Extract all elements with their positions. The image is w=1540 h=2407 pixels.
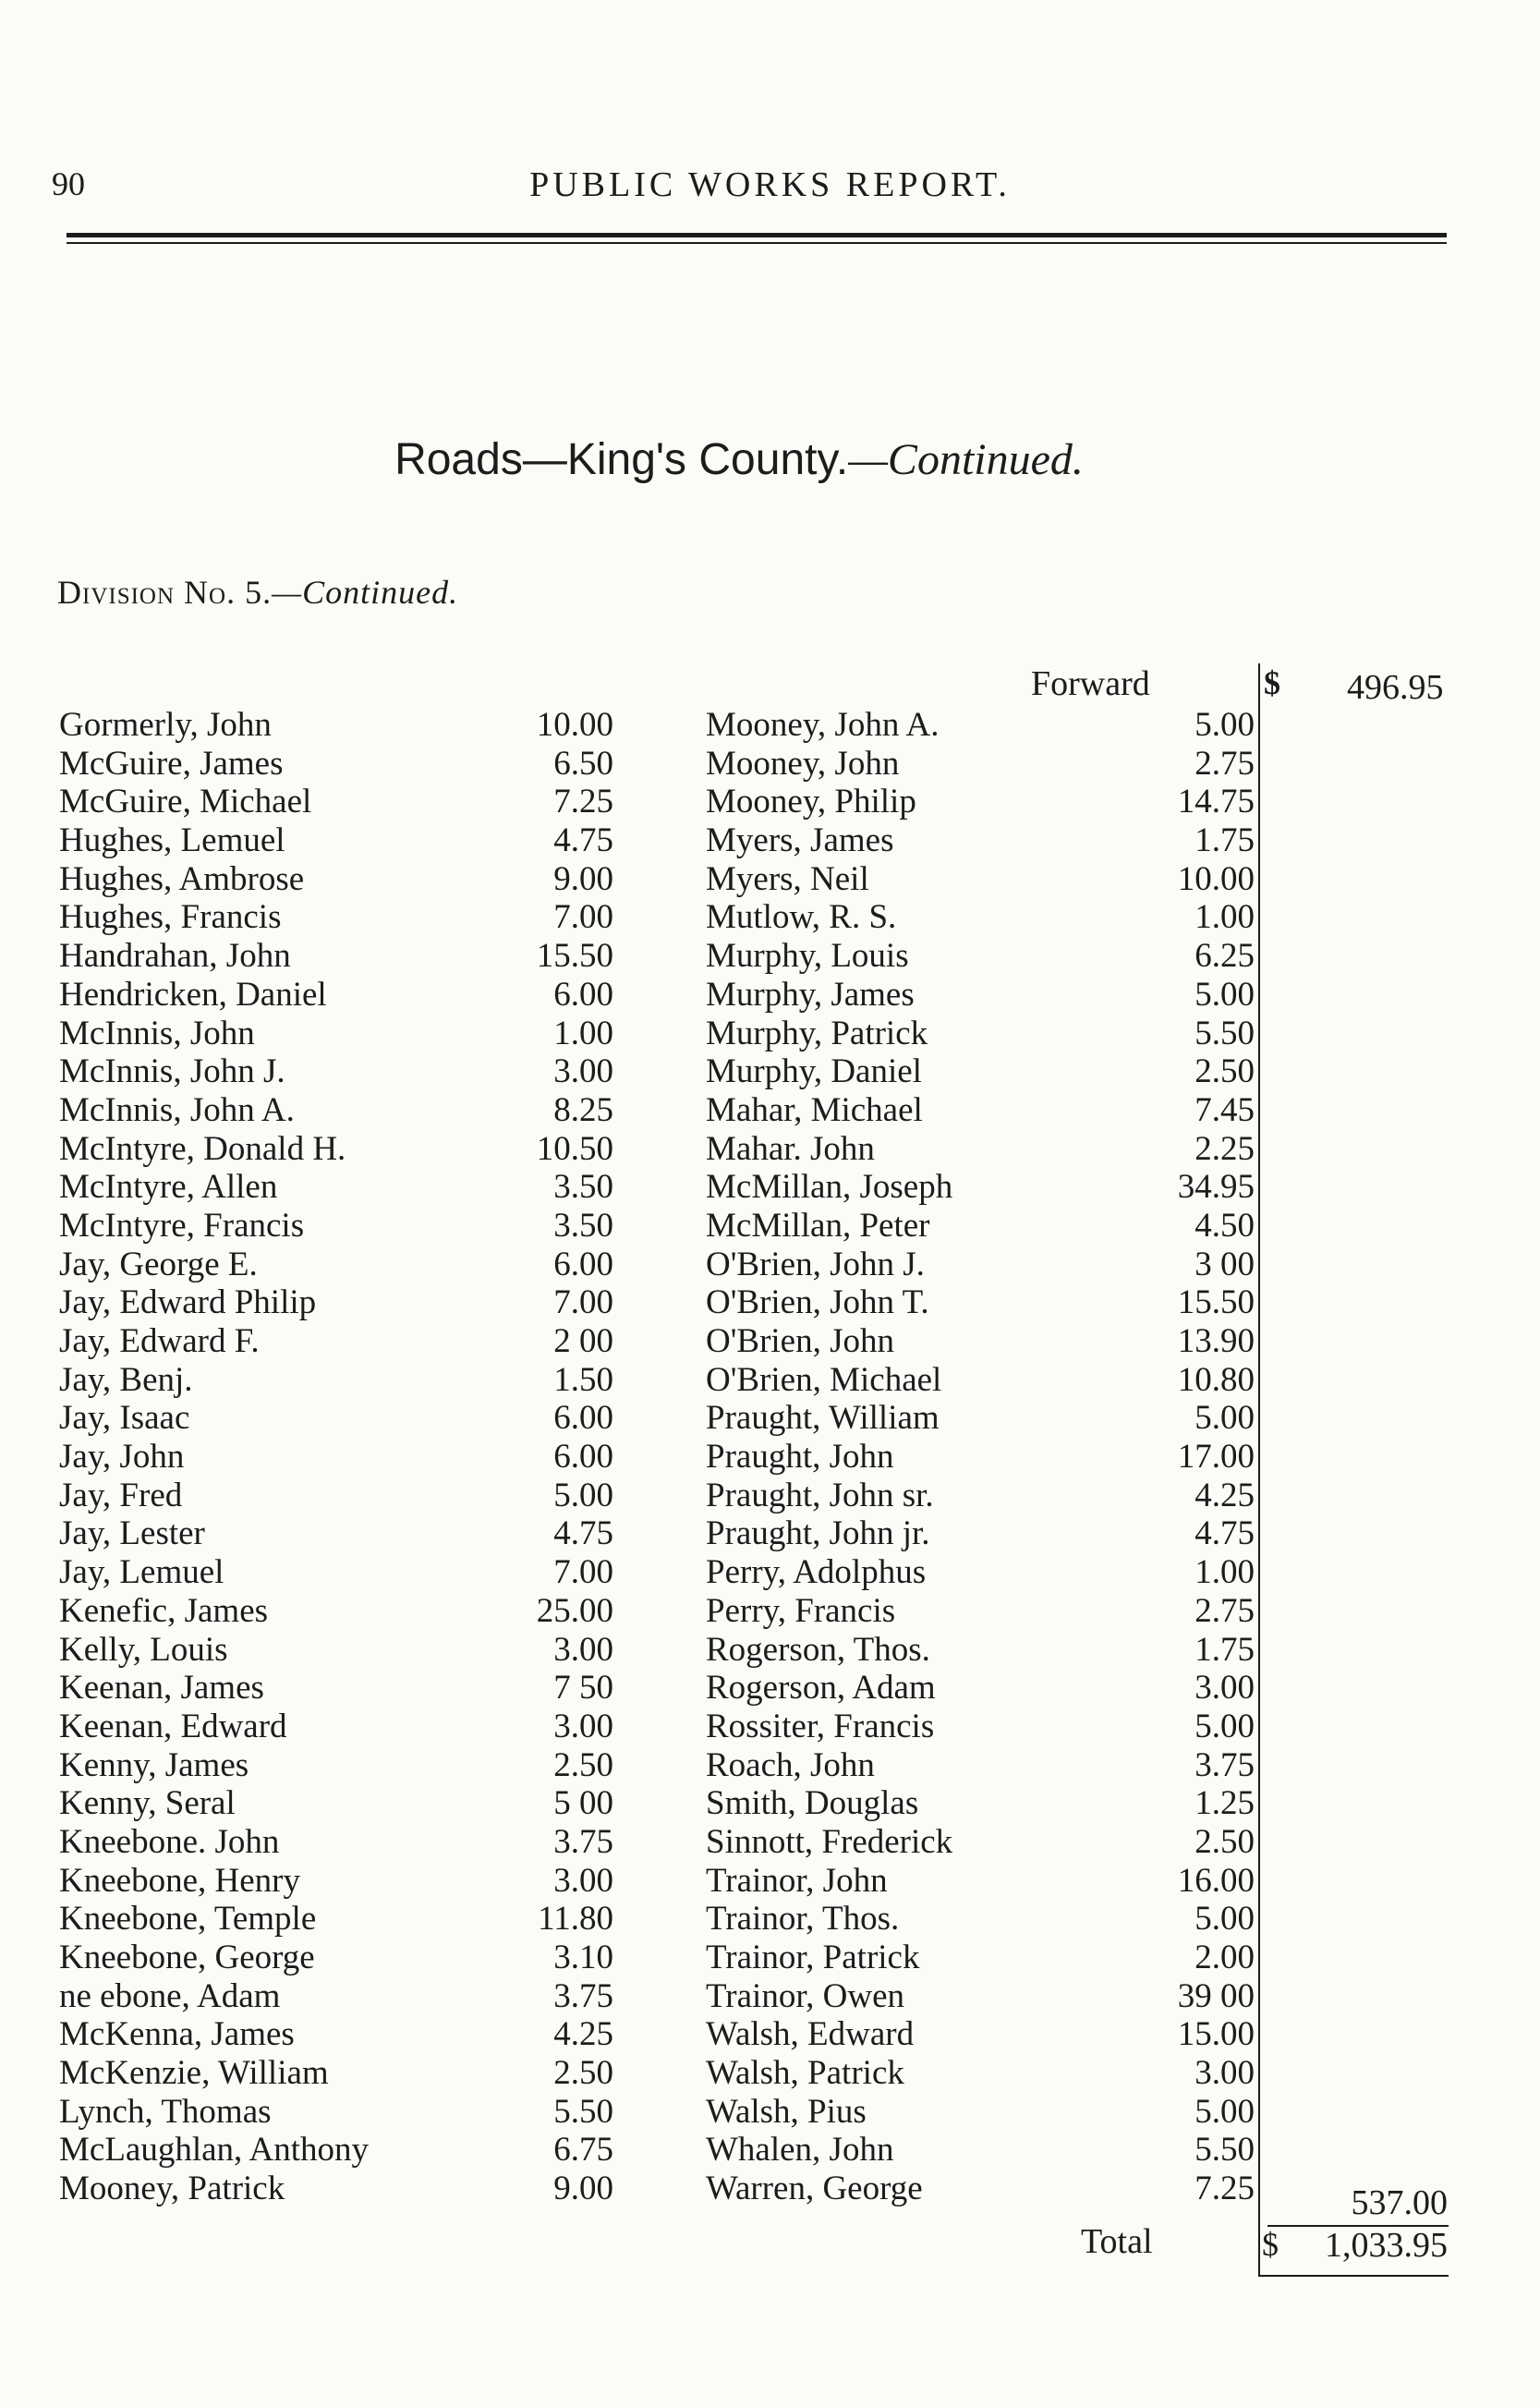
list-item xyxy=(706,1015,1255,1053)
list-item xyxy=(706,1438,1255,1477)
entry-amount: 2.50 xyxy=(553,1745,613,1784)
header-rule-thin xyxy=(67,242,1447,244)
list-item xyxy=(59,821,632,860)
entry-name: Perry, Francis xyxy=(706,1591,896,1630)
list-item xyxy=(706,1130,1255,1169)
entry-amount: 16.00 xyxy=(1177,1861,1255,1900)
list-item xyxy=(59,1862,632,1901)
entry-name: Praught, John sr. xyxy=(706,1476,934,1514)
entry-amount: 3.00 xyxy=(553,1707,613,1745)
entry-name: Lynch, Thomas xyxy=(59,2092,272,2131)
entry-amount: 10.00 xyxy=(536,706,613,744)
entry-amount: 2.25 xyxy=(1194,1129,1255,1168)
entry-name: Walsh, Pius xyxy=(706,2092,867,2131)
entry-name: Jay, Benj. xyxy=(59,1360,193,1399)
section-title xyxy=(0,434,1478,485)
page-number: 90 xyxy=(52,165,85,202)
list-item xyxy=(59,1939,632,1977)
list-item xyxy=(59,1283,632,1322)
entry-name: McGuire, Michael xyxy=(59,783,312,821)
entry-name: McIntyre, Donald H. xyxy=(59,1129,346,1168)
entry-amount: 6.00 xyxy=(553,1438,613,1477)
entry-amount: 3.75 xyxy=(1194,1745,1255,1784)
entry-amount: 2.75 xyxy=(1194,1591,1255,1630)
list-item xyxy=(706,706,1255,745)
list-item xyxy=(706,1939,1255,1977)
list-item xyxy=(706,1823,1255,1862)
left-entry-list xyxy=(59,706,632,2208)
header-rule-thick xyxy=(67,233,1447,237)
total-label: Total xyxy=(1081,2222,1153,2261)
list-item xyxy=(59,1553,632,1592)
entry-name: Rogerson, Thos. xyxy=(706,1630,930,1669)
entry-amount: 3.00 xyxy=(1194,1669,1255,1708)
entry-amount: 3.00 xyxy=(553,1861,613,1900)
entry-name: Warren, George xyxy=(706,2170,923,2208)
entry-amount: 7.00 xyxy=(553,1553,613,1592)
entry-amount: 7.25 xyxy=(1194,2170,1255,2208)
entry-name: Jay, Lemuel xyxy=(59,1553,224,1592)
section-title-continued: —Continued. xyxy=(848,435,1084,484)
list-item xyxy=(706,821,1255,860)
list-item xyxy=(59,2015,632,2054)
entry-name: Kneebone, George xyxy=(59,1939,315,1976)
entry-name: Keenan, Edward xyxy=(59,1707,287,1745)
entry-name: Sinnott, Frederick xyxy=(706,1822,953,1861)
entry-name: Kelly, Louis xyxy=(59,1630,228,1669)
entry-amount: 3.00 xyxy=(1194,2054,1255,2093)
list-item xyxy=(706,1091,1255,1130)
entry-amount: 5.00 xyxy=(1194,1707,1255,1745)
entry-amount: 1.00 xyxy=(1194,898,1255,937)
entry-name: Rogerson, Adam xyxy=(706,1669,936,1708)
list-item xyxy=(706,1900,1255,1939)
entry-amount: 6.00 xyxy=(553,1399,613,1438)
subtotal-amount: 537.00 xyxy=(1351,2183,1448,2222)
entry-name: O'Brien, John T. xyxy=(706,1283,929,1322)
entry-name: Jay, Lester xyxy=(59,1514,205,1553)
entry-amount: 34.95 xyxy=(1177,1168,1255,1207)
list-item xyxy=(706,2054,1255,2093)
list-item xyxy=(59,1477,632,1515)
entry-amount: 3.50 xyxy=(553,1206,613,1245)
entry-amount: 5.50 xyxy=(1194,1014,1255,1052)
list-item xyxy=(59,1246,632,1284)
entry-name: Rossiter, Francis xyxy=(706,1707,935,1745)
entry-amount: 4.75 xyxy=(553,1514,613,1553)
entry-amount: 1.00 xyxy=(1194,1553,1255,1592)
entry-amount: 3 00 xyxy=(1194,1245,1255,1283)
entry-name: Whalen, John xyxy=(706,2131,894,2170)
list-item xyxy=(706,1514,1255,1553)
list-item xyxy=(706,1283,1255,1322)
entry-amount: 5 00 xyxy=(553,1784,613,1823)
entry-name: Kneebone, Temple xyxy=(59,1900,317,1939)
entry-amount: 3.75 xyxy=(553,1976,613,2015)
list-item xyxy=(59,1708,632,1746)
entry-amount: 4.25 xyxy=(1194,1476,1255,1514)
list-item xyxy=(59,1669,632,1708)
entry-amount: 5.00 xyxy=(1194,1399,1255,1438)
list-item xyxy=(706,1553,1255,1592)
division-continued: —Continued. xyxy=(272,574,459,611)
entry-name: Hughes, Lemuel xyxy=(59,821,285,860)
entry-amount: 14.75 xyxy=(1177,783,1255,821)
entry-name: Murphy, James xyxy=(706,975,915,1014)
entry-amount: 9.00 xyxy=(553,2170,613,2208)
entry-name: ne ebone, Adam xyxy=(59,1976,281,2015)
entry-amount: 6.25 xyxy=(1194,937,1255,976)
entry-amount: 2.75 xyxy=(1194,744,1255,783)
entry-amount: 10.00 xyxy=(1177,859,1255,898)
list-item xyxy=(59,1399,632,1438)
entry-amount: 1.75 xyxy=(1194,821,1255,860)
list-item xyxy=(706,1631,1255,1670)
entry-name: McLaughlan, Anthony xyxy=(59,2131,370,2170)
list-item xyxy=(706,745,1255,784)
entry-name: Kenny, James xyxy=(59,1745,249,1784)
list-item xyxy=(59,1784,632,1823)
list-item xyxy=(59,1207,632,1246)
entry-name: Walsh, Edward xyxy=(706,2015,915,2054)
entry-name: Hughes, Ambrose xyxy=(59,859,305,898)
entry-name: McInnis, John J. xyxy=(59,1052,285,1091)
entry-name: O'Brien, John J. xyxy=(706,1245,925,1283)
list-item xyxy=(706,1246,1255,1284)
list-item xyxy=(706,1592,1255,1631)
entry-amount: 17.00 xyxy=(1177,1438,1255,1477)
entry-name: Kneebone, Henry xyxy=(59,1861,300,1900)
entry-name: Mahar. John xyxy=(706,1129,875,1168)
entry-name: Murphy, Daniel xyxy=(706,1052,922,1091)
entry-amount: 6.00 xyxy=(553,1245,613,1283)
entry-name: Trainor, John xyxy=(706,1861,888,1900)
list-item xyxy=(59,860,632,899)
entry-amount: 25.00 xyxy=(536,1591,613,1630)
list-item xyxy=(59,2170,632,2208)
entry-amount: 4.25 xyxy=(553,2015,613,2054)
entry-amount: 6.75 xyxy=(553,2131,613,2170)
entry-amount: 1.25 xyxy=(1194,1784,1255,1823)
list-item xyxy=(59,2054,632,2093)
list-item xyxy=(59,706,632,745)
list-item xyxy=(59,1322,632,1361)
entry-name: McKenna, James xyxy=(59,2015,295,2054)
entry-name: O'Brien, Michael xyxy=(706,1360,942,1399)
entry-name: Handrahan, John xyxy=(59,937,291,976)
entry-name: Smith, Douglas xyxy=(706,1784,919,1823)
entry-amount: 15.50 xyxy=(536,937,613,976)
list-item xyxy=(59,1052,632,1091)
total-amount: 1,033.95 xyxy=(1325,2226,1448,2265)
list-item xyxy=(706,1207,1255,1246)
entry-name: Walsh, Patrick xyxy=(706,2054,904,2093)
entry-amount: 6.00 xyxy=(553,975,613,1014)
entry-name: Kenny, Seral xyxy=(59,1784,236,1823)
list-item xyxy=(59,1900,632,1939)
entry-amount: 10.50 xyxy=(536,1129,613,1168)
entry-amount: 8.25 xyxy=(553,1090,613,1129)
entry-name: Mooney, John A. xyxy=(706,706,940,744)
entry-name: McMillan, Joseph xyxy=(706,1168,953,1207)
entry-amount: 4.75 xyxy=(1194,1514,1255,1553)
list-item xyxy=(706,1669,1255,1708)
forward-amount: 496.95 xyxy=(1347,668,1444,707)
list-item xyxy=(59,898,632,937)
list-item xyxy=(706,937,1255,976)
entry-name: Kneebone. John xyxy=(59,1822,280,1861)
running-head: PUBLIC WORKS REPORT. xyxy=(529,165,1011,204)
list-item xyxy=(59,2131,632,2170)
entry-name: McKenzie, William xyxy=(59,2054,329,2093)
entry-amount: 3.75 xyxy=(553,1822,613,1861)
entry-amount: 3.50 xyxy=(553,1168,613,1207)
list-item xyxy=(59,783,632,821)
entry-name: Jay, George E. xyxy=(59,1245,258,1283)
entry-name: McMillan, Peter xyxy=(706,1206,930,1245)
entry-name: Praught, John xyxy=(706,1438,894,1477)
entry-name: Mooney, John xyxy=(706,744,900,783)
entry-name: McInnis, John xyxy=(59,1014,255,1052)
list-item xyxy=(706,1052,1255,1091)
entry-name: Mutlow, R. S. xyxy=(706,898,897,937)
entry-name: Roach, John xyxy=(706,1745,875,1784)
list-item xyxy=(59,1168,632,1207)
list-item xyxy=(706,1168,1255,1207)
division-label: Division No. 5. xyxy=(57,574,273,611)
entry-name: Jay, John xyxy=(59,1438,185,1477)
list-item xyxy=(706,2170,1255,2208)
entry-amount: 5.00 xyxy=(1194,1900,1255,1939)
list-item xyxy=(706,1361,1255,1400)
right-entry-list xyxy=(706,706,1255,2208)
list-item xyxy=(706,2131,1255,2170)
entry-amount: 7.45 xyxy=(1194,1090,1255,1129)
entry-amount: 5.00 xyxy=(1194,975,1255,1014)
entry-name: Hendricken, Daniel xyxy=(59,975,327,1014)
entry-name: Trainor, Patrick xyxy=(706,1939,920,1976)
list-item xyxy=(706,783,1255,821)
entry-name: Mahar, Michael xyxy=(706,1090,923,1129)
list-item xyxy=(706,1746,1255,1785)
entry-amount: 2.50 xyxy=(1194,1052,1255,1091)
entry-name: O'Brien, John xyxy=(706,1322,894,1360)
entry-name: Trainor, Thos. xyxy=(706,1900,900,1939)
list-item xyxy=(706,1399,1255,1438)
list-item xyxy=(59,1361,632,1400)
list-item xyxy=(706,1708,1255,1746)
total-currency: $ xyxy=(1262,2226,1279,2263)
entry-amount: 7 50 xyxy=(553,1669,613,1708)
entry-amount: 2.00 xyxy=(1194,1939,1255,1976)
entry-amount: 7.25 xyxy=(553,783,613,821)
list-item xyxy=(59,1746,632,1785)
entry-amount: 15.50 xyxy=(1177,1283,1255,1322)
list-item xyxy=(706,898,1255,937)
entry-amount: 2.50 xyxy=(1194,1822,1255,1861)
list-item xyxy=(706,2015,1255,2054)
entry-amount: 5.00 xyxy=(1194,2092,1255,2131)
list-item xyxy=(706,1862,1255,1901)
list-item xyxy=(59,1631,632,1670)
entry-amount: 1.50 xyxy=(553,1360,613,1399)
list-item xyxy=(59,937,632,976)
list-item xyxy=(59,1015,632,1053)
entry-amount: 4.50 xyxy=(1194,1206,1255,1245)
entry-amount: 15.00 xyxy=(1177,2015,1255,2054)
entry-amount: 3.10 xyxy=(553,1939,613,1976)
list-item xyxy=(59,745,632,784)
entry-name: McIntyre, Francis xyxy=(59,1206,305,1245)
entry-name: Trainor, Owen xyxy=(706,1976,905,2015)
entry-amount: 10.80 xyxy=(1177,1360,1255,1399)
forward-currency: $ xyxy=(1264,664,1280,701)
entry-name: Mooney, Philip xyxy=(706,783,916,821)
entry-name: Murphy, Louis xyxy=(706,937,909,976)
list-item xyxy=(706,1477,1255,1515)
entry-name: Mooney, Patrick xyxy=(59,2170,285,2208)
entry-amount: 7.00 xyxy=(553,1283,613,1322)
list-item xyxy=(706,860,1255,899)
forward-label: Forward xyxy=(1031,664,1150,703)
entry-amount: 3.00 xyxy=(553,1630,613,1669)
entry-name: Gormerly, John xyxy=(59,706,272,744)
entry-amount: 2.50 xyxy=(553,2054,613,2093)
entry-amount: 2 00 xyxy=(553,1322,613,1360)
list-item xyxy=(59,1438,632,1477)
entry-amount: 9.00 xyxy=(553,859,613,898)
entry-amount: 13.90 xyxy=(1177,1322,1255,1360)
entry-name: McGuire, James xyxy=(59,744,284,783)
entry-amount: 3.00 xyxy=(553,1052,613,1091)
list-item xyxy=(706,1977,1255,2016)
list-item xyxy=(59,1592,632,1631)
entry-amount: 6.50 xyxy=(553,744,613,783)
list-item xyxy=(59,1130,632,1169)
entry-name: Myers, James xyxy=(706,821,894,860)
entry-name: Murphy, Patrick xyxy=(706,1014,928,1052)
entry-name: Kenefic, James xyxy=(59,1591,269,1630)
entry-name: Hughes, Francis xyxy=(59,898,282,937)
list-item xyxy=(59,1977,632,2016)
entry-amount: 5.50 xyxy=(553,2092,613,2131)
section-title-main: Roads—King's County. xyxy=(394,435,849,484)
entry-amount: 5.00 xyxy=(553,1476,613,1514)
entry-name: Jay, Edward Philip xyxy=(59,1283,317,1322)
list-item xyxy=(59,976,632,1015)
column-rule xyxy=(1258,663,1260,2276)
entry-name: Jay, Fred xyxy=(59,1476,183,1514)
list-item xyxy=(706,976,1255,1015)
entry-name: McInnis, John A. xyxy=(59,1090,295,1129)
list-item xyxy=(59,1823,632,1862)
entry-name: Praught, John jr. xyxy=(706,1514,930,1553)
entry-amount: 4.75 xyxy=(553,821,613,860)
entry-amount: 11.80 xyxy=(538,1900,613,1939)
list-item xyxy=(59,1091,632,1130)
entry-amount: 39 00 xyxy=(1177,1976,1255,2015)
list-item xyxy=(59,2093,632,2132)
entry-name: Keenan, James xyxy=(59,1669,264,1708)
entry-amount: 5.50 xyxy=(1194,2131,1255,2170)
list-item xyxy=(706,1784,1255,1823)
entry-amount: 1.00 xyxy=(553,1014,613,1052)
entry-name: Jay, Edward F. xyxy=(59,1322,260,1360)
entry-name: McIntyre, Allen xyxy=(59,1168,278,1207)
entry-name: Perry, Adolphus xyxy=(706,1553,927,1592)
entry-name: Praught, William xyxy=(706,1399,940,1438)
entry-name: Jay, Isaac xyxy=(59,1399,190,1438)
total-rule xyxy=(1258,2275,1449,2277)
division-heading xyxy=(57,573,458,612)
entry-name: Myers, Neil xyxy=(706,859,869,898)
list-item xyxy=(706,2093,1255,2132)
entry-amount: 7.00 xyxy=(553,898,613,937)
entry-amount: 1.75 xyxy=(1194,1630,1255,1669)
entry-amount: 5.00 xyxy=(1194,706,1255,744)
list-item xyxy=(706,1322,1255,1361)
list-item xyxy=(59,1514,632,1553)
